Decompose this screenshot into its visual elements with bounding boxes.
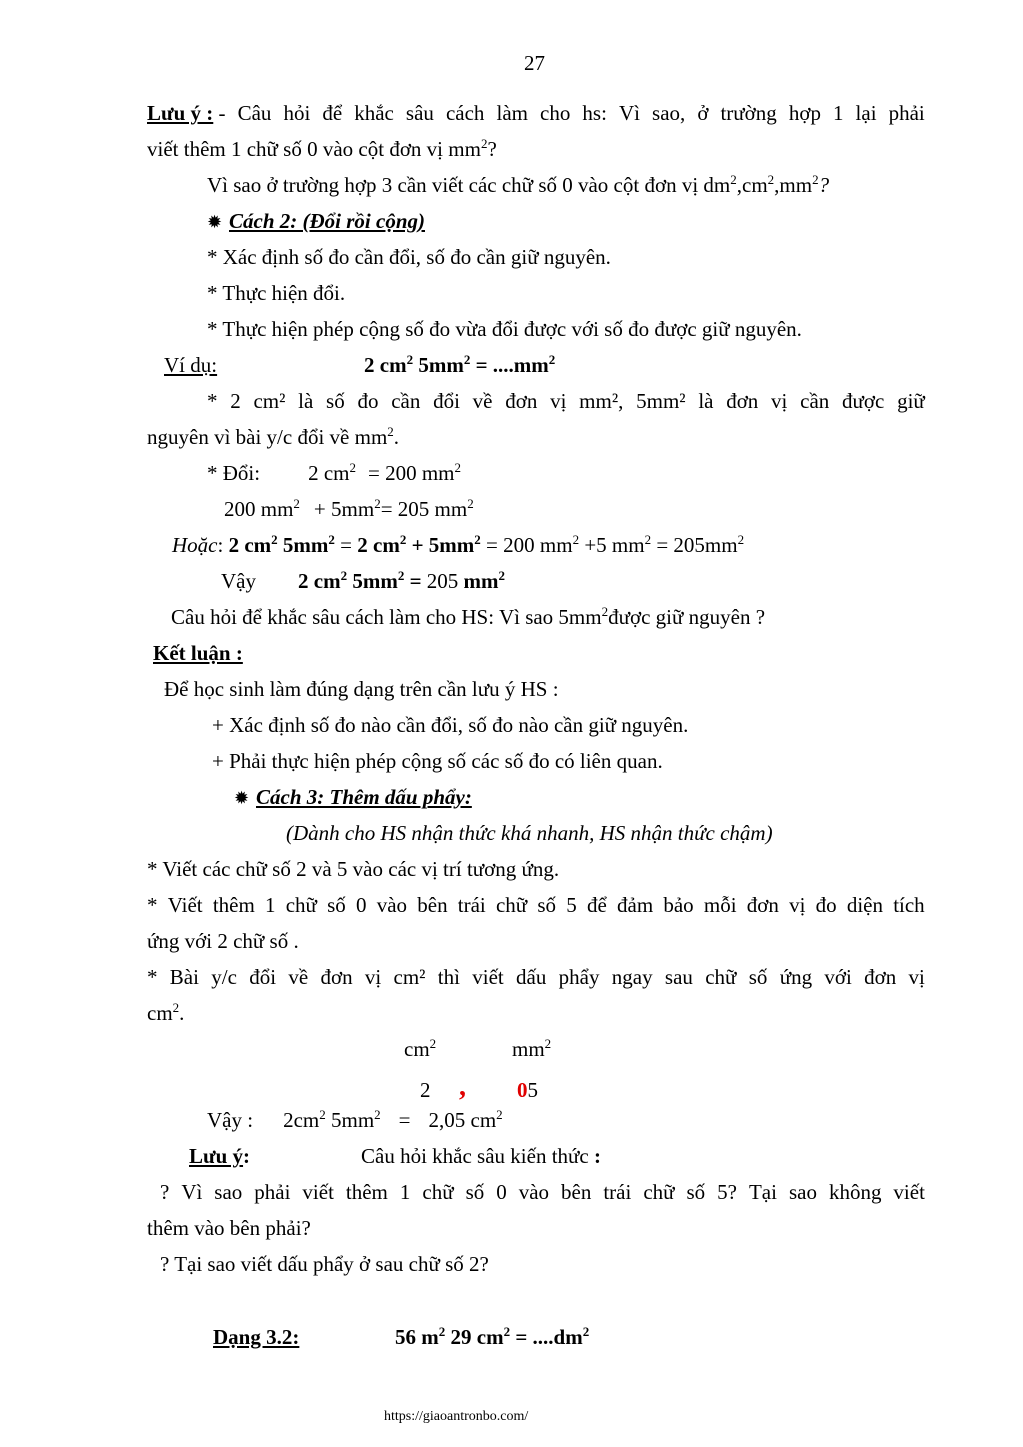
- superscript: 2: [812, 172, 819, 187]
- word: đổi: [249, 965, 277, 989]
- superscript: 2: [172, 1000, 180, 1015]
- word: vị: [908, 965, 925, 989]
- word: *: [147, 893, 158, 917]
- superscript: 2: [406, 352, 414, 367]
- question-3: ? Tại sao viết dấu phẩy ở sau chữ số 2?: [160, 1252, 489, 1276]
- word: tích: [893, 893, 925, 917]
- superscript: 2: [454, 460, 462, 475]
- word: dấu: [516, 965, 547, 989]
- star-bullet-icon: ✹: [234, 788, 250, 808]
- word: đơn: [505, 389, 538, 413]
- superscript: 2: [644, 532, 652, 547]
- word: số: [686, 1180, 706, 1204]
- method-2-title: Cách 2: (Đổi rồi cộng): [229, 209, 425, 233]
- word: vị: [364, 965, 382, 989]
- note-line-3: [207, 172, 829, 198]
- question-2: [160, 1179, 925, 1205]
- text: 2cm: [283, 1108, 320, 1132]
- text: :: [588, 1144, 601, 1168]
- text: 29 cm: [445, 1325, 504, 1349]
- word: ?: [160, 1180, 170, 1204]
- text: cm: [147, 1001, 173, 1025]
- word: viết: [893, 1180, 925, 1204]
- word: trái: [457, 893, 486, 917]
- text: ,mm: [774, 173, 813, 197]
- conclusion-point: + Phải thực hiện phép cộng số các số đo có liên quan.: [212, 749, 663, 773]
- word: chữ: [643, 1180, 675, 1204]
- word: khắc: [354, 101, 394, 125]
- word: là: [298, 389, 314, 413]
- superscript: 2: [349, 460, 356, 475]
- word: thêm: [345, 1180, 388, 1204]
- superscript: 2: [544, 1036, 552, 1051]
- word: sao: [788, 1180, 817, 1204]
- word: để: [322, 101, 343, 125]
- word: y/c: [211, 965, 237, 989]
- text: .: [179, 1001, 185, 1025]
- text: .: [393, 425, 400, 449]
- word: cm²: [393, 965, 426, 989]
- inserted-zero: 0: [517, 1078, 528, 1102]
- method-3-heading: [234, 784, 472, 811]
- star-bullet-icon: ✹: [207, 212, 223, 232]
- sum-line: [224, 496, 474, 522]
- word: bảo: [663, 893, 694, 917]
- text: :: [217, 533, 224, 557]
- text: Lưu ý: [189, 1144, 244, 1168]
- note-label: Lưu ý :: [147, 101, 214, 125]
- word: sao: [214, 1180, 243, 1204]
- word: 5: [566, 893, 577, 917]
- text: + 5mm: [313, 497, 375, 521]
- example-explanation-line: [207, 388, 925, 414]
- method-3-step-3: [147, 964, 925, 990]
- superscript: 2: [374, 1107, 381, 1122]
- text: = 200 mm: [480, 533, 573, 557]
- text: 2 cm: [357, 533, 400, 557]
- superscript: 2: [730, 172, 737, 187]
- decimal-comma: ,: [459, 1071, 466, 1102]
- word: được: [842, 389, 885, 413]
- conclusion-label: Kết luận :: [153, 641, 243, 665]
- text: Vì sao ở trường hợp 3 cần viết các chữ số 0 vào cột đơn vị dm: [207, 173, 731, 197]
- superscript: 2: [582, 1324, 590, 1339]
- superscript: 2: [548, 352, 556, 367]
- word: phải: [254, 1180, 291, 1204]
- text: Hoặc: [172, 533, 218, 557]
- method-2-step: * Thực hiện đổi.: [207, 281, 346, 305]
- text: Vậy: [221, 569, 256, 593]
- word: đo: [357, 389, 379, 413]
- word: *: [207, 389, 218, 413]
- section-label: Dạng 3.2:: [213, 1325, 300, 1349]
- result-line-2: [207, 1107, 503, 1133]
- example-explanation-line-2: [147, 424, 399, 450]
- text: = ....mm: [470, 353, 549, 377]
- text: Ví dụ:: [164, 353, 218, 377]
- word: Viết: [167, 893, 203, 917]
- superscript: 2: [293, 496, 300, 511]
- word: trường: [720, 101, 777, 125]
- text: 205: [426, 569, 464, 593]
- word: cách: [445, 101, 485, 125]
- word: 1: [265, 893, 276, 917]
- word: phẩy: [558, 965, 600, 989]
- result-line: [221, 568, 505, 594]
- word: về: [472, 389, 493, 413]
- question-line: [171, 604, 765, 630]
- text: nguyên vì bài y/c đổi về mm: [147, 425, 388, 449]
- digits-05: [517, 1077, 538, 1103]
- word: hợp: [788, 101, 821, 125]
- word: đảm: [617, 893, 654, 917]
- word: thì: [437, 965, 460, 989]
- word: trái: [603, 1180, 632, 1204]
- question-2-end: thêm vào bên phải?: [147, 1216, 311, 1240]
- word: đơn: [726, 389, 759, 413]
- text: 200 mm: [224, 497, 294, 521]
- word: giữ: [897, 389, 925, 413]
- conclusion-intro: Để học sinh làm đúng dạng trên cần lưu ý HS :: [164, 677, 559, 701]
- word: diện: [846, 893, 883, 917]
- method-2-step: * Xác định số đo cần đổi, số đo cần giữ nguyên.: [207, 245, 611, 269]
- text: 56 m: [395, 1325, 439, 1349]
- word: viết: [302, 1180, 334, 1204]
- word: Tại: [748, 1180, 777, 1204]
- word: đơn: [864, 965, 897, 989]
- word: số: [327, 893, 346, 917]
- word: mỗi: [703, 893, 737, 917]
- word: sao,: [652, 101, 686, 125]
- method-3-step-2-end: ứng với 2 chữ số .: [147, 929, 299, 953]
- word: vị: [771, 389, 788, 413]
- text: = 200 mm: [368, 461, 455, 485]
- superscript: 2: [399, 532, 407, 547]
- superscript: 2: [319, 1107, 326, 1122]
- superscript: 2: [737, 532, 745, 547]
- word: số: [465, 1180, 485, 1204]
- word: vào: [376, 893, 408, 917]
- word: chữ: [705, 965, 737, 989]
- word: chữ: [285, 893, 317, 917]
- word: lại: [855, 101, 877, 125]
- superscript: 2: [474, 532, 481, 547]
- superscript: 2: [463, 352, 471, 367]
- word: số: [748, 965, 768, 989]
- word: 1: [833, 101, 844, 125]
- conversion-line: [207, 460, 461, 486]
- note-2-label: [189, 1143, 250, 1169]
- method-2-step: * Thực hiện phép cộng số đo vừa đổi được với số đo được giữ nguyên.: [207, 317, 802, 341]
- word: *: [147, 965, 158, 989]
- text: cm: [404, 1037, 430, 1061]
- word: về: [288, 965, 309, 989]
- word: chữ: [422, 1180, 454, 1204]
- superscript: 2: [496, 1107, 503, 1122]
- method-2-heading: [207, 208, 425, 235]
- superscript: 2: [374, 496, 381, 511]
- text: 5mm: [413, 353, 464, 377]
- superscript: 2: [340, 568, 348, 583]
- word: 5?: [717, 1180, 737, 1204]
- text: mm: [463, 569, 499, 593]
- word: ngay: [611, 965, 653, 989]
- word: phải: [888, 101, 925, 125]
- superscript: 2: [387, 424, 394, 439]
- text: ,cm: [736, 173, 768, 197]
- example-label: [164, 352, 217, 378]
- word: cần: [800, 389, 830, 413]
- word: sâu: [405, 101, 434, 125]
- word: đơn: [746, 893, 779, 917]
- text: = 205 mm: [380, 497, 468, 521]
- word: đơn: [320, 965, 353, 989]
- word: để: [586, 893, 607, 917]
- section-expression: [395, 1324, 589, 1350]
- word: 2: [230, 389, 241, 413]
- word: Bài: [169, 965, 199, 989]
- text: 2 cm: [364, 353, 407, 377]
- word: bên: [417, 893, 448, 917]
- example-expression: [364, 352, 555, 378]
- method-3-note: (Dành cho HS nhận thức khá nhanh, HS nhận thức chậm): [286, 821, 773, 845]
- text: =: [404, 569, 427, 593]
- note-line-2: [147, 136, 497, 162]
- word: ứng: [779, 965, 813, 989]
- word: 5mm²: [636, 389, 686, 413]
- footer-url: https://giaoantronbo.com/: [384, 1409, 529, 1424]
- word: số: [537, 893, 557, 917]
- text: ?: [487, 137, 497, 161]
- word: vị: [789, 893, 806, 917]
- alternative-line: [172, 532, 744, 558]
- word: 1: [399, 1180, 411, 1204]
- text: ?: [818, 173, 830, 197]
- word: viết: [472, 965, 504, 989]
- text: viết thêm 1 chữ số 0 vào cột đơn vị mm: [147, 137, 481, 161]
- text: 5mm: [325, 1108, 375, 1132]
- note-dash: -: [218, 101, 226, 125]
- text: * Đổi:: [207, 461, 261, 485]
- superscript: 2: [503, 1324, 511, 1339]
- superscript: 2: [271, 532, 278, 547]
- superscript: 2: [438, 1324, 446, 1339]
- word: cần: [391, 389, 421, 413]
- superscript: 2: [480, 136, 488, 151]
- word: hs:: [582, 101, 607, 125]
- word: Vì: [618, 101, 640, 125]
- text: + 5mm: [406, 533, 475, 557]
- word: ở: [697, 101, 709, 125]
- superscript: 2: [767, 172, 775, 187]
- text: 2,05 cm: [428, 1108, 497, 1132]
- superscript: 2: [429, 1036, 437, 1051]
- word: bên: [561, 1180, 592, 1204]
- text: +5 mm: [579, 533, 645, 557]
- text: 5: [527, 1078, 538, 1102]
- text: :: [243, 1144, 251, 1168]
- text: 2 cm: [308, 461, 350, 485]
- page-number: 27: [524, 51, 545, 75]
- text: =: [398, 1108, 411, 1132]
- word: vào: [518, 1180, 550, 1204]
- method-3-step-3-end: [147, 1000, 184, 1026]
- superscript: 2: [498, 568, 506, 583]
- superscript: 2: [572, 532, 580, 547]
- word: cm²: [253, 389, 286, 413]
- method-3-step: * Viết các chữ số 2 và 5 vào các vị trí tương ứng.: [147, 857, 560, 881]
- word: cho: [540, 101, 571, 125]
- column-header-mm2: [512, 1036, 551, 1062]
- text: được giữ nguyên ?: [608, 605, 766, 629]
- text: 2 cm: [298, 569, 341, 593]
- word: vị: [550, 389, 567, 413]
- column-header-cm2: [404, 1036, 436, 1062]
- text: Câu hỏi để khắc sâu cách làm cho HS: Vì sao 5mm: [171, 605, 602, 629]
- superscript: 2: [397, 568, 405, 583]
- text: = ....dm: [510, 1325, 583, 1349]
- word: với: [824, 965, 852, 989]
- text: Vậy :: [207, 1108, 254, 1132]
- word: sau: [664, 965, 693, 989]
- text: 5mm: [277, 533, 329, 557]
- text: =: [334, 533, 358, 557]
- digit-2: 2: [420, 1078, 431, 1102]
- text: = 205mm: [651, 533, 738, 557]
- text: Câu hỏi khắc sâu kiến thức: [361, 1144, 589, 1168]
- word: Câu: [237, 101, 272, 125]
- word: là: [698, 389, 714, 413]
- text: 5mm: [347, 569, 398, 593]
- word: không: [828, 1180, 882, 1204]
- method-3-title: Cách 3: Thêm dấu phẩy:: [256, 785, 472, 809]
- method-3-step-2: [147, 892, 925, 918]
- note-line-1: [147, 100, 925, 126]
- word: 0: [496, 1180, 507, 1204]
- word: đo: [815, 893, 837, 917]
- word: mm²,: [579, 389, 624, 413]
- word: số: [326, 389, 345, 413]
- superscript: 2: [601, 604, 609, 619]
- conclusion-point: + Xác định số đo nào cần đổi, số đo nào cần giữ nguyên.: [212, 713, 689, 737]
- word: đổi: [433, 389, 460, 413]
- note-2-text: [361, 1143, 601, 1169]
- word: làm: [496, 101, 528, 125]
- word: 0: [356, 893, 367, 917]
- word: Vì: [181, 1180, 203, 1204]
- superscript: 2: [328, 532, 335, 547]
- word: hỏi: [283, 101, 311, 125]
- word: thêm: [212, 893, 255, 917]
- word: chữ: [495, 893, 528, 917]
- superscript: 2: [467, 496, 474, 511]
- text: 2 cm: [228, 533, 272, 557]
- text: mm: [512, 1037, 545, 1061]
